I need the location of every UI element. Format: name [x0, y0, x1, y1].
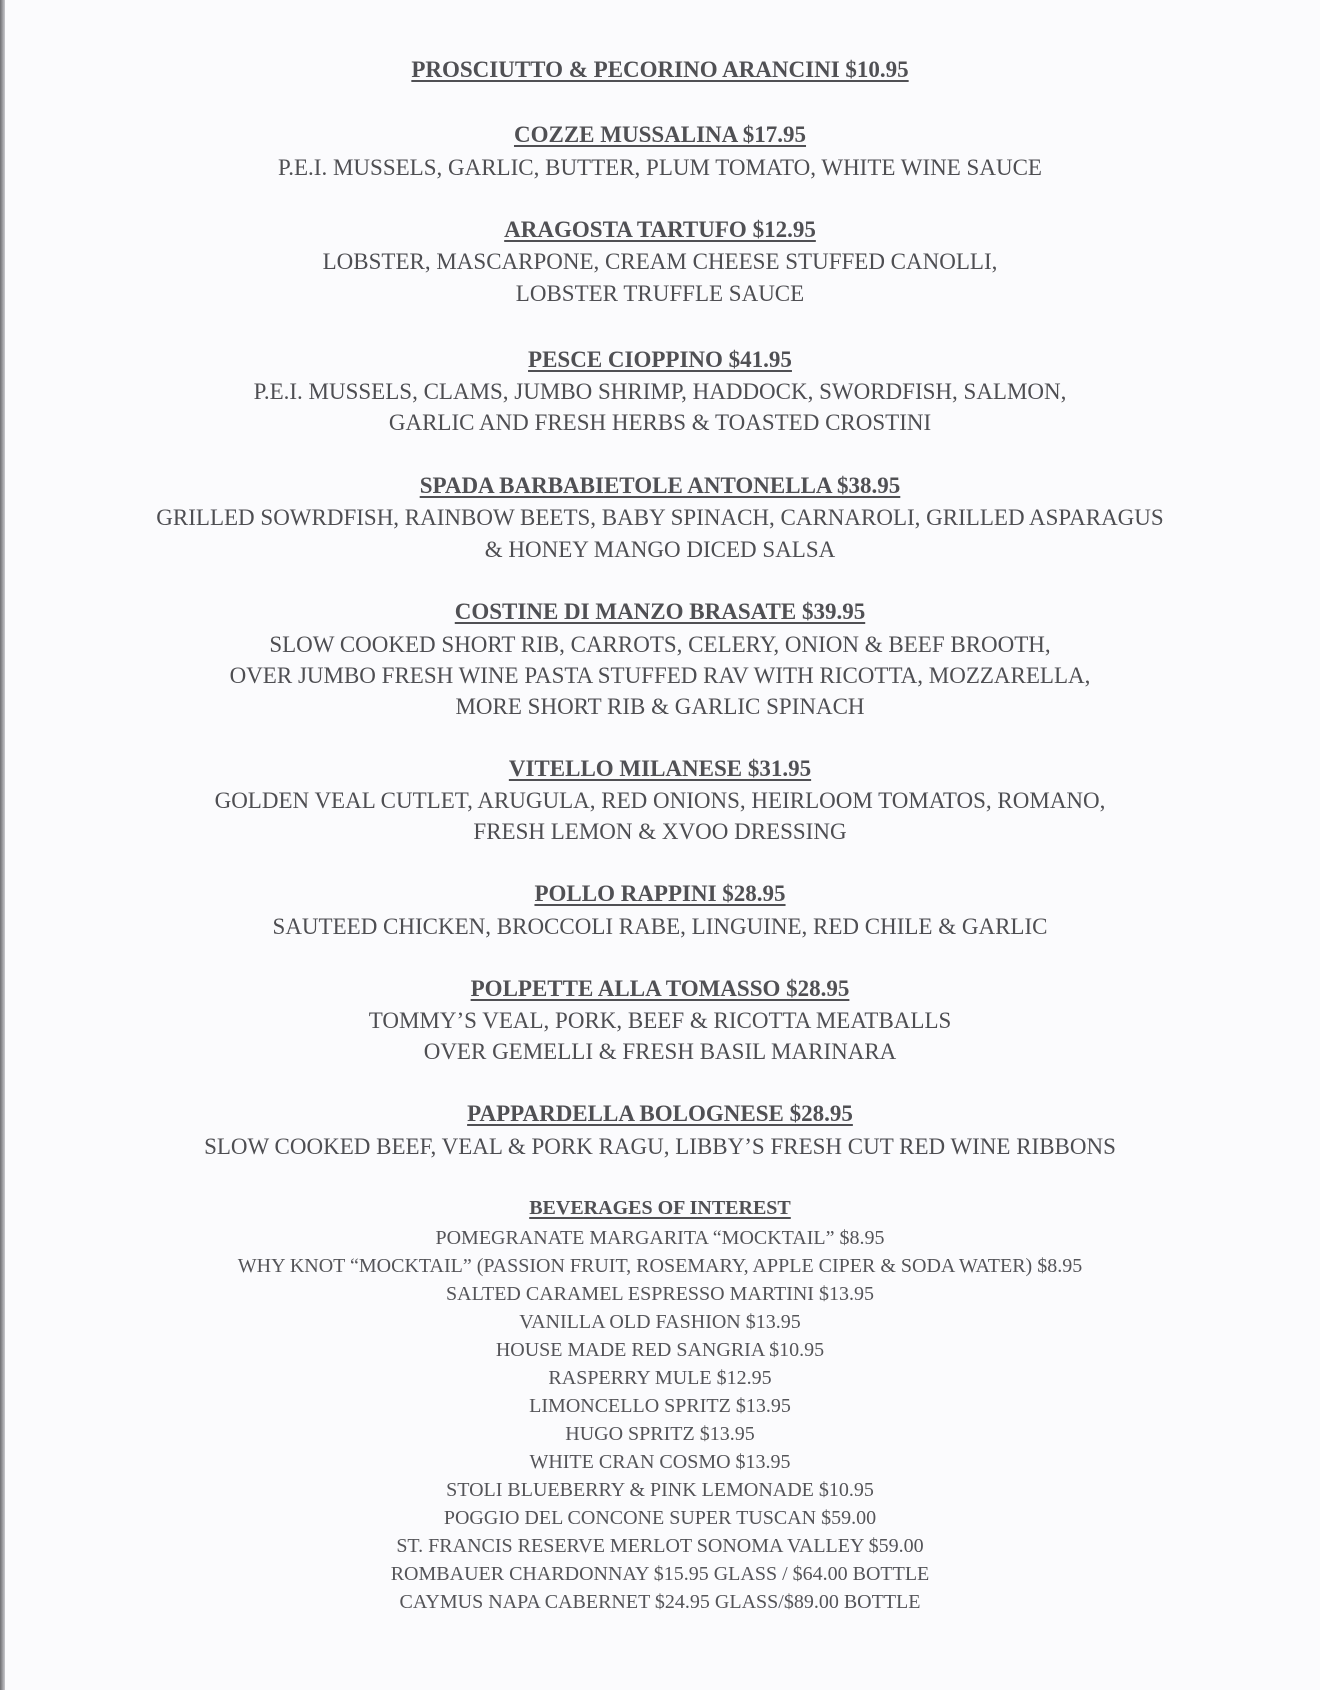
beverage-item: HUGO SPRITZ $13.95 [565, 1423, 755, 1445]
menu-item-title: ARAGOSTA TARTUFO $12.95 [504, 217, 816, 242]
menu-item-title: POLPETTE ALLA TOMASSO $28.95 [470, 976, 850, 1001]
menu-item-title: PESCE CIOPPINO $41.95 [528, 347, 792, 372]
beverage-item: VANILLA OLD FASHION $13.95 [519, 1311, 801, 1333]
menu-item-description: LOBSTER, MASCARPONE, CREAM CHEESE STUFFED CANOLLI, [322, 249, 998, 274]
beverage-item: SALTED CARAMEL ESPRESSO MARTINI $13.95 [446, 1283, 874, 1305]
menu-item-description: OVER GEMELLI & FRESH BASIL MARINARA [423, 1039, 897, 1064]
menu-item-description: GRILLED SOWRDFISH, RAINBOW BEETS, BABY SPINACH, CARNAROLI, GRILLED ASPARAGUS [156, 505, 1164, 530]
menu-item-title: POLLO RAPPINI $28.95 [534, 881, 786, 906]
menu-item-description: GOLDEN VEAL CUTLET, ARUGULA, RED ONIONS, HEIRLOOM TOMATOS, ROMANO, [214, 788, 1106, 813]
menu-item-description: P.E.I. MUSSELS, CLAMS, JUMBO SHRIMP, HADDOCK, SWORDFISH, SALMON, [253, 379, 1067, 404]
menu-item-description: GARLIC AND FRESH HERBS & TOASTED CROSTINI [388, 410, 932, 435]
menu-item-description: SAUTEED CHICKEN, BROCCOLI RABE, LINGUINE, RED CHILE & GARLIC [272, 914, 1048, 939]
beverage-item: POMEGRANATE MARGARITA “MOCKTAIL” $8.95 [435, 1227, 885, 1249]
beverage-item: CAYMUS NAPA CABERNET $24.95 GLASS/$89.00 BOTTLE [399, 1591, 921, 1613]
menu-item-description: LOBSTER TRUFFLE SAUCE [515, 281, 805, 306]
beverage-item: LIMONCELLO SPRITZ $13.95 [529, 1395, 791, 1417]
beverage-item: POGGIO DEL CONCONE SUPER TUSCAN $59.00 [443, 1507, 877, 1529]
menu-item-title: COZZE MUSSALINA $17.95 [513, 122, 807, 147]
menu-item-title: COSTINE DI MANZO BRASATE $39.95 [454, 599, 866, 624]
menu-item-title: VITELLO MILANESE $31.95 [508, 756, 812, 781]
beverages-heading: BEVERAGES OF INTEREST [529, 1197, 791, 1219]
beverage-item: HOUSE MADE RED SANGRIA $10.95 [495, 1339, 825, 1361]
menu-item-description: SLOW COOKED BEEF, VEAL & PORK RAGU, LIBBY’S FRESH CUT RED WINE RIBBONS [204, 1134, 1116, 1159]
beverage-item: RASPERRY MULE $12.95 [548, 1367, 772, 1389]
beverage-item: WHITE CRAN COSMO $13.95 [529, 1451, 791, 1473]
menu-item-title: PAPPARDELLA BOLOGNESE $28.95 [467, 1101, 853, 1126]
menu-item-description: SLOW COOKED SHORT RIB, CARROTS, CELERY, ONION & BEEF BROOTH, [269, 632, 1051, 657]
menu-item-title: SPADA BARBABIETOLE ANTONELLA $38.95 [419, 473, 901, 498]
beverage-item: WHY KNOT “MOCKTAIL” (PASSION FRUIT, ROSEMARY, APPLE CIPER & SODA WATER) $8.95 [237, 1255, 1083, 1277]
menu-item-description: & HONEY MANGO DICED SALSA [484, 537, 836, 562]
beverage-item: ROMBAUER CHARDONNAY $15.95 GLASS / $64.00 BOTTLE [390, 1563, 930, 1585]
menu-item-description: P.E.I. MUSSELS, GARLIC, BUTTER, PLUM TOMATO, WHITE WINE SAUCE [278, 155, 1042, 180]
menu-item-description: FRESH LEMON & XVOO DRESSING [473, 819, 847, 844]
menu-item-description: OVER JUMBO FRESH WINE PASTA STUFFED RAV WITH RICOTTA, MOZZARELLA, [229, 663, 1091, 688]
beverage-item: STOLI BLUEBERRY & PINK LEMONADE $10.95 [446, 1479, 874, 1501]
beverage-item: ST. FRANCIS RESERVE MERLOT SONOMA VALLEY $59.00 [396, 1535, 924, 1557]
menu-item-title: PROSCIUTTO & PECORINO ARANCINI $10.95 [411, 57, 909, 82]
menu-item-description: TOMMY’S VEAL, PORK, BEEF & RICOTTA MEATBALLS [368, 1008, 952, 1033]
menu-item-description: MORE SHORT RIB & GARLIC SPINACH [455, 694, 865, 719]
